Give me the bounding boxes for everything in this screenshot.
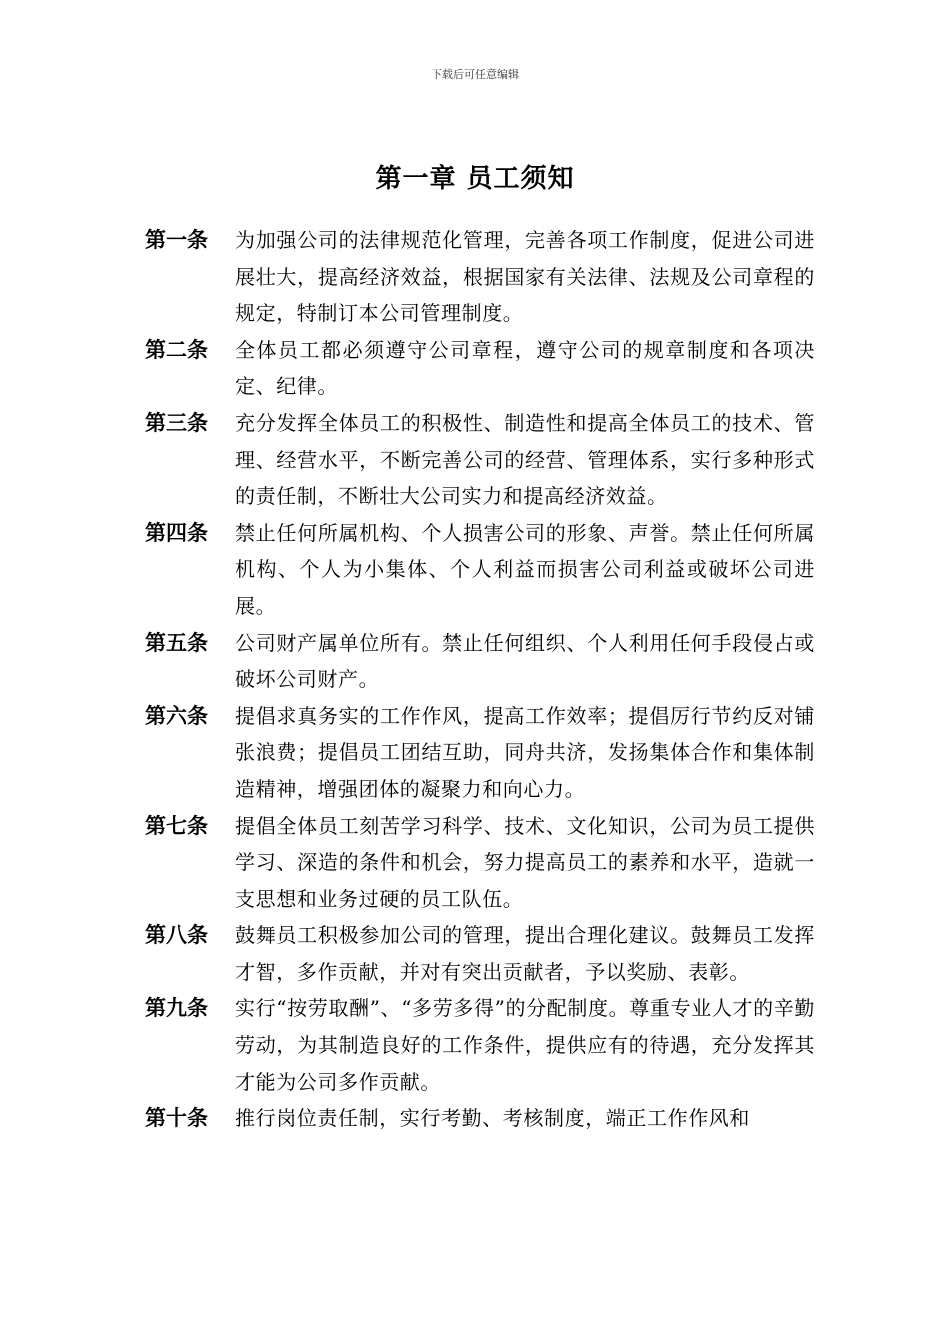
article-label: 第五条 [145,630,208,655]
article-label: 第六条 [145,703,208,728]
article-text: 全体员工都必须遵守公司章程，遵守公司的规章制度和各项决定、纪律。 [235,337,815,399]
article-3 [145,405,815,515]
article-list [145,222,815,1137]
article-text: 充分发挥全体员工的积极性、制造性和提高全体员工的技术、管理、经营水平，不断完善公司的经营、管理体系，实行多种形式的责任制，不断壮大公司实力和提高经济效益。 [235,410,815,509]
chapter-title: 第一章 员工须知 [375,164,575,194]
article-5 [145,625,815,698]
header-note: 下载后可任意编辑 [431,68,519,81]
article-9 [145,990,815,1100]
article-1 [145,222,815,332]
article-4 [145,515,815,625]
article-text: 提倡求真务实的工作作风，提高工作效率；提倡厉行节约反对铺张浪费；提倡员工团结互助，同舟共济，发扬集体合作和集体制造精神，增强团体的凝聚力和向心力。 [235,703,815,801]
article-2 [145,332,815,405]
article-6 [145,698,815,808]
article-text: 提倡全体员工刻苦学习科学、技术、文化知识，公司为员工提供学习、深造的条件和机会，努力提高员工的素养和水平，造就一支思想和业务过硬的员工队伍。 [235,813,815,911]
article-label: 第八条 [145,923,208,948]
article-label: 第二条 [145,337,208,362]
article-text: 为加强公司的法律规范化管理，完善各项工作制度，促进公司进展壮大，提高经济效益，根据国家有关法律、法规及公司章程的规定，特制订本公司管理制度。 [235,228,815,326]
article-label: 第三条 [145,410,208,435]
article-text: 实行“按劳取酬”、“多劳多得”的分配制度。尊重专业人才的辛勤劳动，为其制造良好的工作条件，提供应有的待遇，充分发挥其才能为公司多作贡献。 [235,996,815,1094]
article-label: 第四条 [145,520,208,545]
article-label: 第九条 [145,996,208,1021]
article-text: 鼓舞员工积极参加公司的管理，提出合理化建议。鼓舞员工发挥才智，多作贡献，并对有突出贡献者，予以奖励、表彰。 [235,923,815,984]
article-text: 推行岗位责任制，实行考勤、考核制度，端正工作作风和 [235,1106,750,1131]
article-label: 第十条 [145,1106,208,1131]
article-label: 第一条 [145,228,208,252]
article-8 [145,917,815,990]
article-7 [145,808,815,918]
article-label: 第七条 [145,813,208,838]
article-10 [145,1100,815,1137]
article-text: 公司财产属单位所有。禁止任何组织、个人利用任何手段侵占或破坏公司财产。 [235,630,815,692]
article-text: 禁止任何所属机构、个人损害公司的形象、声誉。禁止任何所属机构、个人为小集体、个人利益而损害公司利益或破坏公司进展。 [235,520,815,618]
